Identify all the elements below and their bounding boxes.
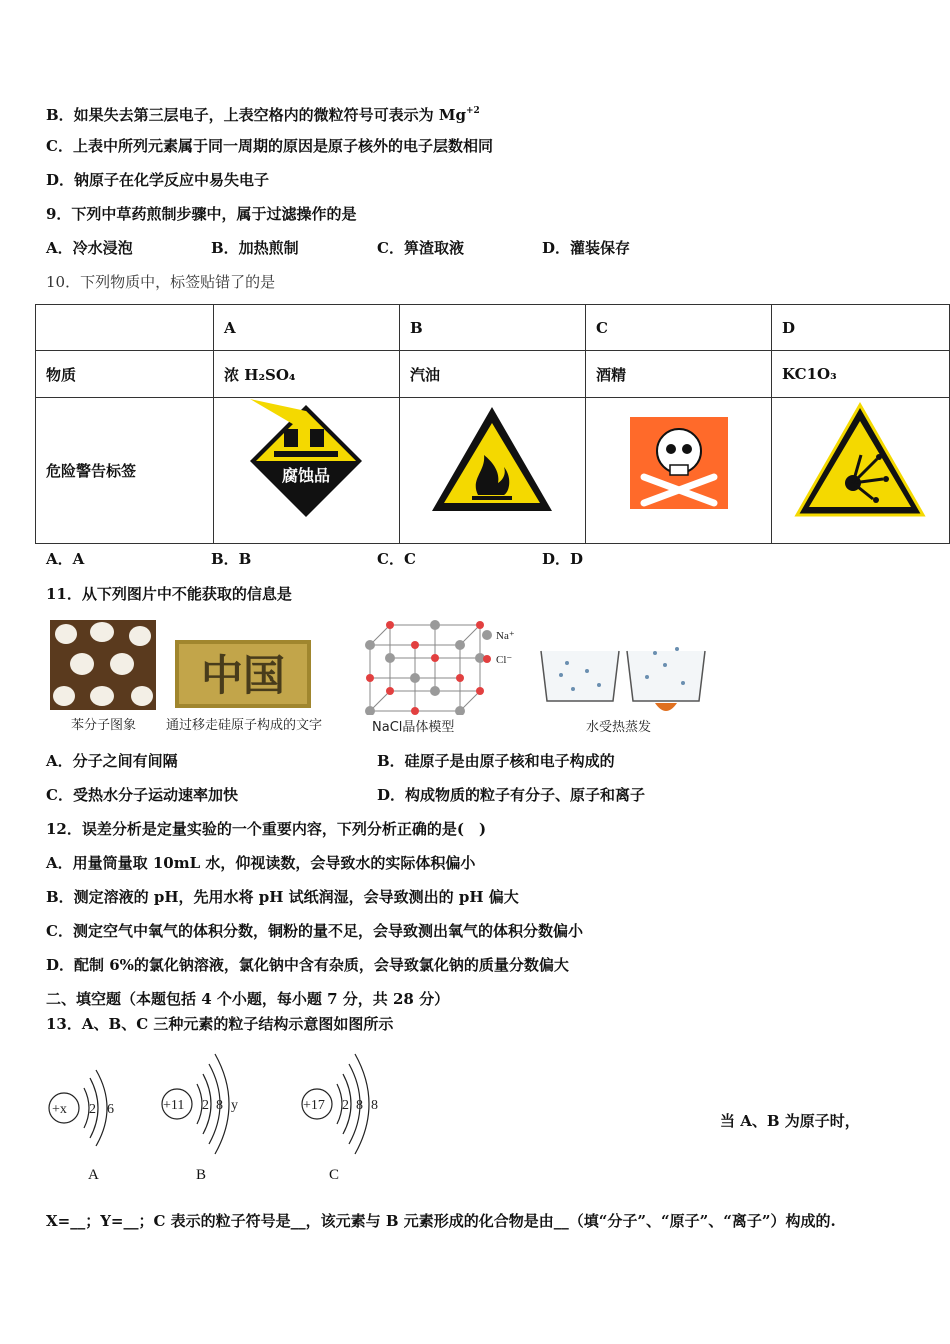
corrosive-text: 腐蚀品 xyxy=(282,465,331,485)
atom-c-nucleus: +17 xyxy=(303,1098,325,1113)
atom-c-label: C xyxy=(329,1167,340,1183)
question-11: 11．从下列图片中不能获取的信息是 xyxy=(46,585,292,603)
atom-b-shell-3: y xyxy=(231,1098,238,1113)
table-header-a: A xyxy=(214,305,400,351)
question-9: 9．下列中草药煎制步骤中，属于过滤操作的是 xyxy=(46,205,357,223)
q12-option-c: C．测定空气中氧气的体积分数，铜粉的量不足，会导致测出氧气的体积分数偏小 xyxy=(46,922,583,940)
atom-b-label: B xyxy=(196,1167,207,1183)
section-2-heading: 二、填空题（本题包括 4 个小题，每小题 7 分，共 28 分） xyxy=(46,990,450,1008)
atom-b-nucleus: +11 xyxy=(163,1098,185,1113)
option-d-line: D．钠原子在化学反应中易失电子 xyxy=(46,171,270,189)
q11-option-d: D．构成物质的粒子有分子、原子和离子 xyxy=(377,786,646,804)
substance-a: 浓 H₂SO₄ xyxy=(214,351,400,398)
flammable-sign-icon xyxy=(400,399,585,539)
q11-option-c: C．受热水分子运动速率加快 xyxy=(46,786,238,804)
q12-option-a: A．用量筒量取 10mL 水，仰视读数，会导致水的实际体积偏小 xyxy=(46,854,476,872)
q9-option-b: B．加热煎制 xyxy=(211,239,299,257)
atom-a-shell-2: 6 xyxy=(107,1102,114,1117)
corrosive-sign-icon xyxy=(214,399,399,539)
question-12: 12．误差分析是定量实验的一个重要内容，下列分析正确的是( ) xyxy=(46,820,487,838)
substance-c: 酒精 xyxy=(586,351,772,398)
q10-option-b: B．B xyxy=(211,550,252,568)
atom-c-shell-2: 8 xyxy=(356,1098,363,1113)
nacl-crystal-model-image xyxy=(360,615,525,715)
q13-side-note: 当 A、B 为原子时， xyxy=(720,1112,860,1130)
q10-option-c: C．C xyxy=(377,550,416,568)
explosive-sign-icon xyxy=(773,399,948,539)
q11-option-b: B．硅原子是由原子核和电子构成的 xyxy=(377,752,615,770)
atom-c-shell-3: 8 xyxy=(371,1098,378,1113)
q10-option-d: D．D xyxy=(542,550,584,568)
atom-a-label: A xyxy=(88,1167,99,1183)
substance-d: KC1O₃ xyxy=(772,351,950,398)
atom-b-shell-1: 2 xyxy=(202,1098,209,1113)
caption-silicon: 通过移走硅原子构成的文字 xyxy=(166,718,323,733)
atom-a-nucleus: +x xyxy=(52,1102,67,1117)
atom-b-shell-2: 8 xyxy=(216,1098,223,1113)
hazard-label-table xyxy=(35,304,950,544)
toxic-skull-sign-icon xyxy=(586,399,771,539)
caption-evaporation: 水受热蒸发 xyxy=(586,720,652,735)
row-substance-label: 物质 xyxy=(36,351,214,398)
silicon-text: 中国 xyxy=(200,651,286,700)
caption-benzene: 苯分子图象 xyxy=(71,718,137,733)
silicon-atom-text-image xyxy=(175,640,311,708)
q9-option-d: D．灌装保存 xyxy=(542,239,631,257)
row-warning-label: 危险警告标签 xyxy=(36,398,214,544)
q12-option-b: B．测定溶液的 pH，先用水将 pH 试纸润湿，会导致测出的 pH 偏大 xyxy=(46,888,519,906)
substance-b: 汽油 xyxy=(400,351,586,398)
option-c-line: C．上表中所列元素属于同一周期的原因是原子核外的电子层数相同 xyxy=(46,137,493,155)
q11-option-a: A．分子之间有间隔 xyxy=(46,752,178,770)
table-header-c: C xyxy=(586,305,772,351)
table-header-b: B xyxy=(400,305,586,351)
q13-fill-blank: X=__；Y=__；C 表示的粒子符号是__，该元素与 B 元素形成的化合物是由__（填“分子”、“原子”、“离子”）构成的. xyxy=(46,1212,836,1230)
benzene-molecule-image xyxy=(50,620,156,710)
atom-a-shell-1: 2 xyxy=(89,1102,96,1117)
table-header-d: D xyxy=(772,305,950,351)
water-evaporation-image xyxy=(537,645,709,717)
q9-option-a: A．冷水浸泡 xyxy=(46,239,133,257)
q9-option-c: C．箅渣取液 xyxy=(377,239,464,257)
option-b-line: B．如果失去第三层电子，上表空格内的微粒符号可表示为 $Mg^{+2}$ xyxy=(46,106,480,124)
legend-cl: Cl⁻ xyxy=(496,654,513,666)
legend-na: Na⁺ xyxy=(496,630,515,642)
question-13: 13．A、B、C 三种元素的粒子结构示意图如图所示 xyxy=(46,1015,394,1033)
caption-nacl: NaCl晶体模型 xyxy=(372,720,455,735)
q12-option-d: D．配制 6%的氯化钠溶液，氯化钠中含有杂质，会导致氯化钠的质量分数偏大 xyxy=(46,956,569,974)
q10-option-a: A．A xyxy=(46,550,85,568)
atom-c-shell-1: 2 xyxy=(342,1098,349,1113)
question-10: 10．下列物质中，标签贴错了的是 xyxy=(46,273,276,291)
table-corner xyxy=(36,305,214,351)
